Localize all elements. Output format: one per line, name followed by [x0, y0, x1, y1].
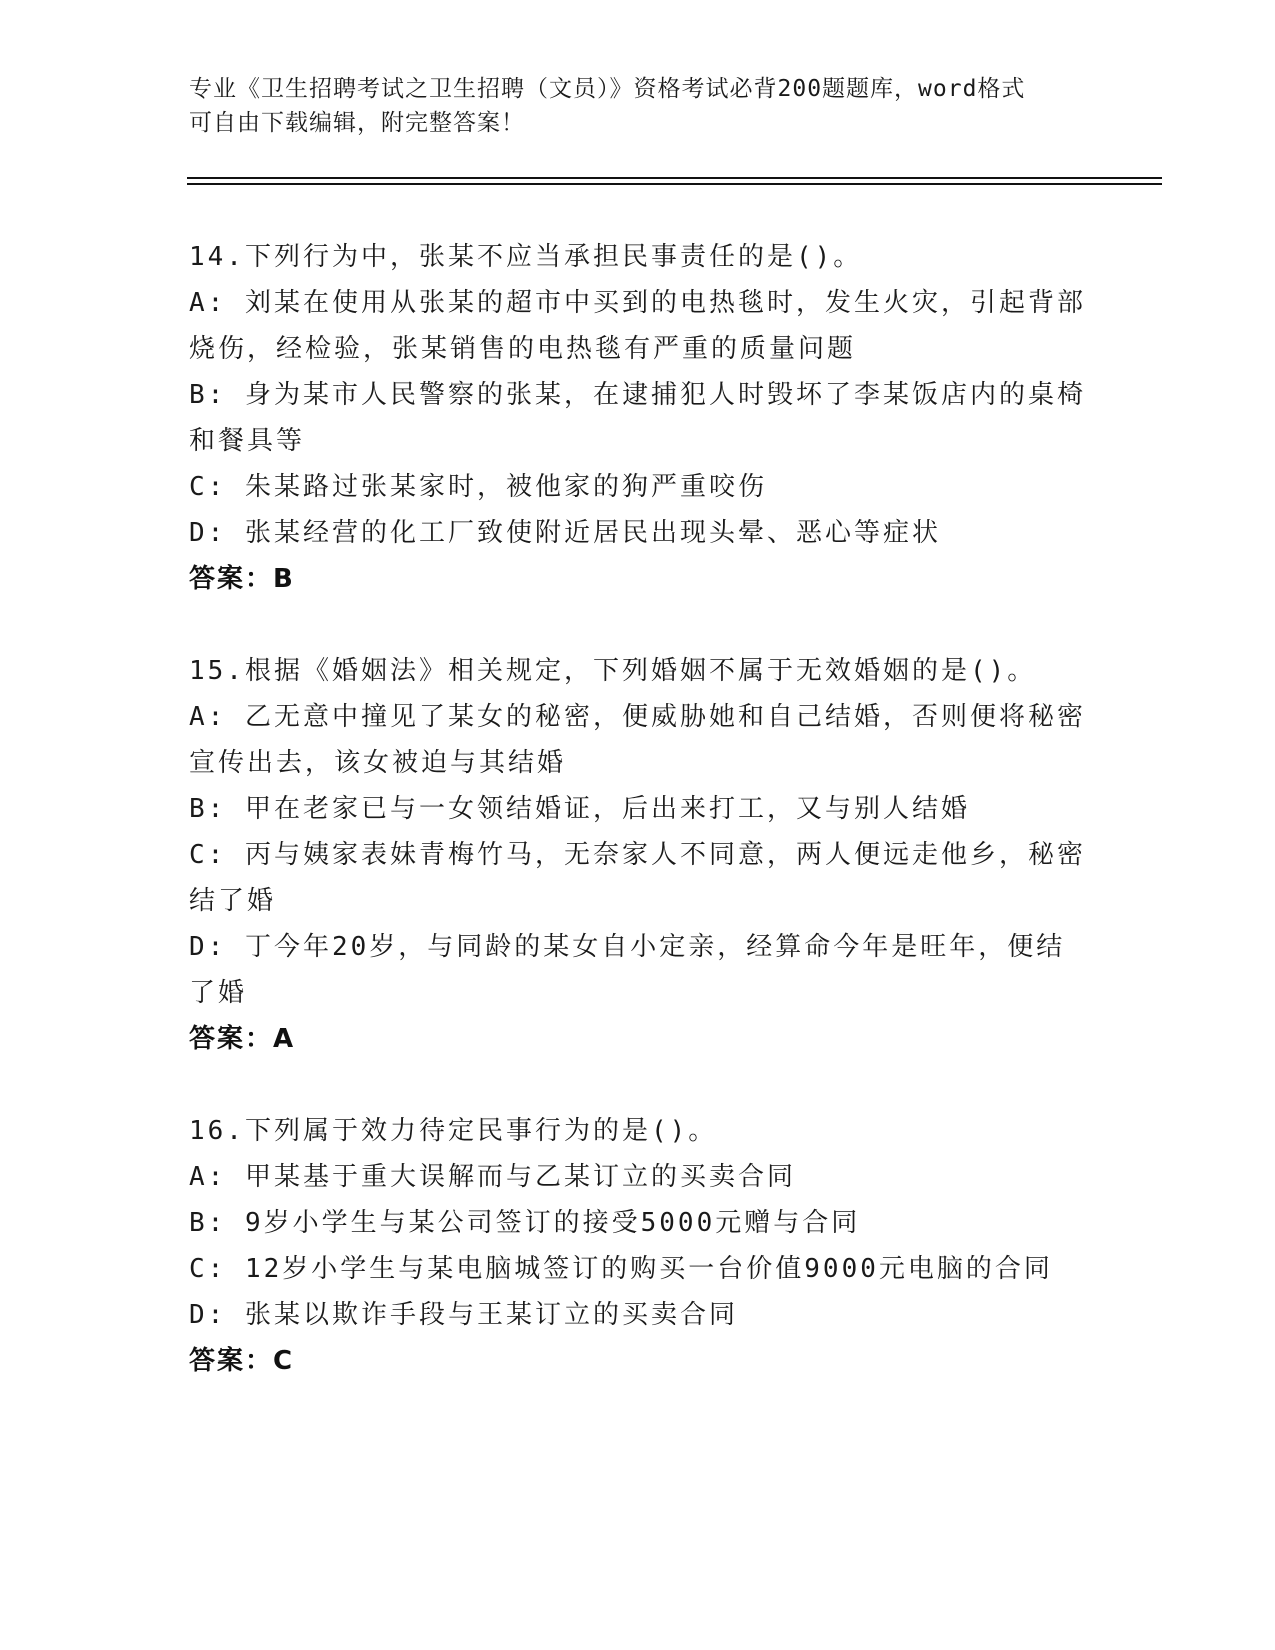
document-header: [189, 72, 1089, 140]
header-line-2: 可自由下载编辑，附完整答案！: [189, 110, 525, 136]
option-c: C: 12岁小学生与某电脑城签订的购买一台价值9000元电脑的合同: [189, 1254, 1053, 1284]
header-divider-top: [187, 177, 1162, 179]
option-a: A: 甲某基于重大误解而与乙某订立的买卖合同: [189, 1162, 796, 1192]
question-stem: 15.根据《婚姻法》相关规定，下列婚姻不属于无效婚姻的是()。: [189, 656, 1037, 686]
question-16: [189, 1108, 1089, 1384]
answer-label: 答案：C: [189, 1346, 295, 1376]
header-divider-bottom: [187, 183, 1162, 185]
question-list: [189, 234, 1089, 1430]
answer-label: 答案：B: [189, 564, 295, 594]
question-stem: 16.下列属于效力待定民事行为的是()。: [189, 1116, 718, 1146]
option-b: B: 甲在老家已与一女领结婚证，后出来打工，又与别人结婚: [189, 794, 970, 824]
question-15: [189, 648, 1089, 1062]
option-c: C: 丙与姨家表妹青梅竹马，无奈家人不同意，两人便远走他乡，秘密结了婚: [189, 840, 1086, 916]
question-stem: 14.下列行为中，张某不应当承担民事责任的是()。: [189, 242, 863, 272]
option-b: B: 身为某市人民警察的张某，在逮捕犯人时毁坏了李某饭店内的桌椅和餐具等: [189, 380, 1086, 456]
option-d: D: 张某以欺诈手段与王某订立的买卖合同: [189, 1300, 738, 1330]
answer-label: 答案：A: [189, 1024, 296, 1054]
question-14: [189, 234, 1089, 602]
option-a: A: 乙无意中撞见了某女的秘密，便威胁她和自己结婚，否则便将秘密宣传出去，该女被迫与其结婚: [189, 702, 1086, 778]
option-c: C: 朱某路过张某家时，被他家的狗严重咬伤: [189, 472, 767, 502]
option-b: B: 9岁小学生与某公司签订的接受5000元赠与合同: [189, 1208, 861, 1238]
header-line-1: 专业《卫生招聘考试之卫生招聘（文员）》资格考试必背200题题库，word格式: [189, 76, 1026, 102]
option-a: A: 刘某在使用从张某的超市中买到的电热毯时，发生火灾，引起背部烧伤，经检验，张某销售的电热毯有严重的质量问题: [189, 288, 1086, 364]
option-d: D: 张某经营的化工厂致使附近居民出现头晕、恶心等症状: [189, 518, 941, 548]
option-d: D: 丁今年20岁，与同龄的某女自小定亲，经算命今年是旺年，便结了婚: [189, 932, 1066, 1008]
